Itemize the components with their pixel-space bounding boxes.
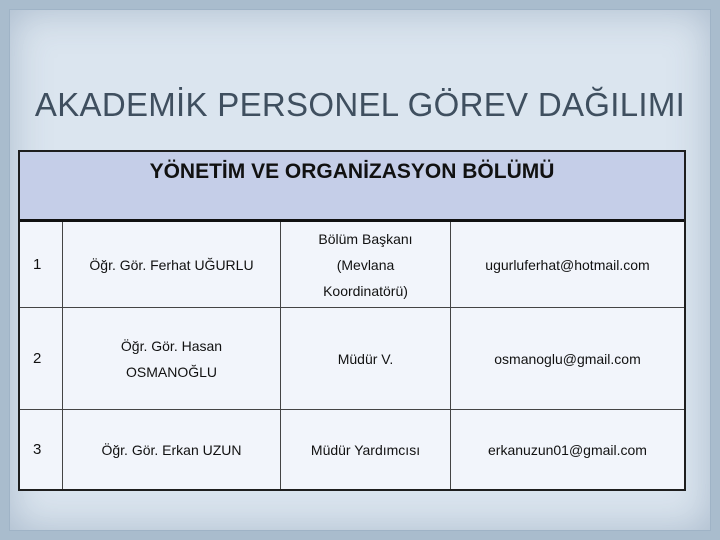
table-header: [20, 152, 684, 222]
row-number: 2: [33, 349, 42, 367]
staff-role: Müdür Yardımcısı: [280, 410, 450, 489]
table-row: [20, 308, 684, 410]
staff-email: osmanoglu@gmail.com: [450, 308, 684, 409]
slide-title: AKADEMİK PERSONEL GÖREV DAĞILIMI: [34, 86, 686, 123]
staff-name: Öğr. Gör. Erkan UZUN: [62, 410, 280, 489]
staff-table: [18, 150, 686, 491]
table-header-label: YÖNETİM VE ORGANİZASYON BÖLÜMÜ: [149, 160, 555, 183]
staff-role: Bölüm Başkanı (Mevlana Koordinatörü): [280, 222, 450, 307]
staff-email: erkanuzun01@gmail.com: [450, 410, 684, 489]
row-number: 3: [33, 440, 42, 458]
staff-email: ugurluferhat@hotmail.com: [450, 222, 684, 307]
staff-role: Müdür V.: [280, 308, 450, 409]
table-row: [20, 410, 684, 489]
table-row: [20, 222, 684, 308]
staff-name: Öğr. Gör. Ferhat UĞURLU: [62, 222, 280, 307]
staff-name: Öğr. Gör. Hasan OSMANOĞLU: [62, 308, 280, 409]
row-number: 1: [33, 255, 42, 273]
